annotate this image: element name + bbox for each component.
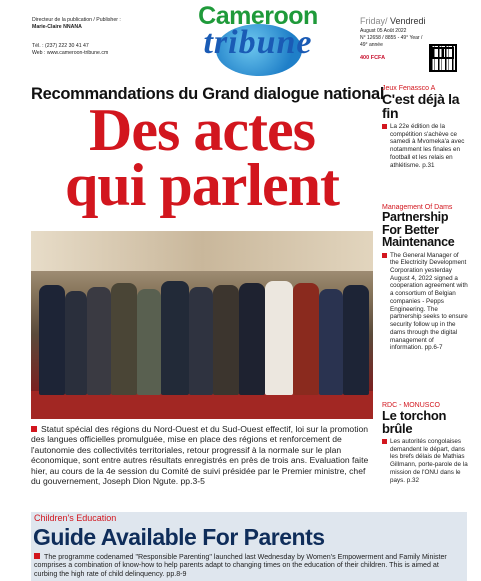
director-label: Directeur de la publication / Publisher : xyxy=(32,17,121,23)
bullet-icon xyxy=(382,124,387,129)
banner-body-text: The programme codenamed "Responsible Parenting" launched last Wednesday by Women's Empowerment and Family Minister comprises a combination of know-how to help parents adapt to changing times on the education of their children. This is aimed at curbing the high rate of child delinquency. pp.8-9 xyxy=(34,553,447,578)
day-french: Vendredi xyxy=(387,16,426,26)
sidebar-body-text: La 22e édition de la compétition s'achève ce samedi à Mvomeka'a avec notamment les finales en football et les relais en athlétisme. p.31 xyxy=(390,123,465,169)
sidebar-kicker: Jeux Fenassco A xyxy=(382,85,436,92)
publisher-info xyxy=(32,17,162,57)
main-photo xyxy=(31,231,373,419)
director-name: Marie-Claire NNANA xyxy=(32,24,82,31)
price: 400 FCFA xyxy=(360,54,386,61)
sidebar-title: Partnership For Better Maintenance xyxy=(382,210,455,249)
sidebar-kicker: Management Of Dams xyxy=(382,204,453,211)
sidebar-story-dams xyxy=(382,204,468,352)
edition-info xyxy=(360,15,430,62)
telephone: Tél. : (237) 222 30 41 47 xyxy=(32,43,89,50)
sidebar-title: Le torchon brûle xyxy=(382,408,447,436)
logo-cameroon-text: Cameroon xyxy=(198,2,318,30)
banner-body xyxy=(34,553,464,578)
sidebar-title: C'est déjà la fin xyxy=(382,91,460,121)
main-kicker: Recommandations du Grand dialogue national xyxy=(31,85,385,103)
sidebar-body xyxy=(382,252,468,353)
newspaper-logo xyxy=(168,2,348,80)
sidebar-story-sports xyxy=(382,85,468,169)
sidebar-body xyxy=(382,123,468,169)
day-english: Friday/ xyxy=(360,16,388,26)
bullet-icon xyxy=(382,439,387,444)
banner-title: Guide Available For Parents xyxy=(33,524,325,550)
issue-number: N° 12658 / 8855 - 49° Year / 49° année xyxy=(360,34,423,48)
bullet-icon xyxy=(382,253,387,258)
headline-line-1: Des actes xyxy=(89,97,315,163)
sidebar-body xyxy=(382,438,468,484)
logo-tribune-text: tribune xyxy=(203,24,313,61)
website: Web : www.cameroon-tribune.cm xyxy=(32,50,109,57)
main-headline xyxy=(31,97,373,219)
sidebar-kicker: RDC - MONUSCO xyxy=(382,402,440,409)
sidebar-body-text: Les autorités congolaises demandent le départ, dans les brefs délais de Mathias Gillmann, porte-parole de la mission de l'ONU dans le pays. p.32 xyxy=(390,438,468,484)
headline-line-2: qui parlent xyxy=(64,152,340,219)
sidebar-body-text: The General Manager of the Electricity Development Corporation yesterday August 4, 2022 signed a cooperation agreement with a consortium of Belgian companies - Pepps Engineering. The partnership seeks to ensure security follow up in the dams through the digital management of information. pp.6-7 xyxy=(390,251,468,352)
qr-code-icon xyxy=(429,44,457,72)
issue-date: August 05 Août 2022 xyxy=(360,27,407,34)
bullet-icon xyxy=(31,426,37,432)
lead-text: Statut spécial des régions du Nord-Ouest et du Sud-Ouest effectif, loi sur la promotion des langues officielles promulguée, mise en place des régions et renforcement de l'autonomie des collectivités territoriales, retour progressif à la normale sur le plan économique, sont entre autres résultats enregistrés en près de trois ans. Evaluation faite hier, au cours de la 4e session du Comité de suivi présidée par le Premier ministre, chef du gouvernement, Joseph Dion Ngute. pp.3-5 xyxy=(31,424,369,487)
main-lead-paragraph xyxy=(31,424,373,487)
banner-kicker: Children's Education xyxy=(34,513,117,523)
sidebar-story-rdc xyxy=(382,402,468,484)
bullet-icon xyxy=(34,553,40,559)
bottom-banner xyxy=(31,512,467,581)
masthead xyxy=(0,0,481,82)
